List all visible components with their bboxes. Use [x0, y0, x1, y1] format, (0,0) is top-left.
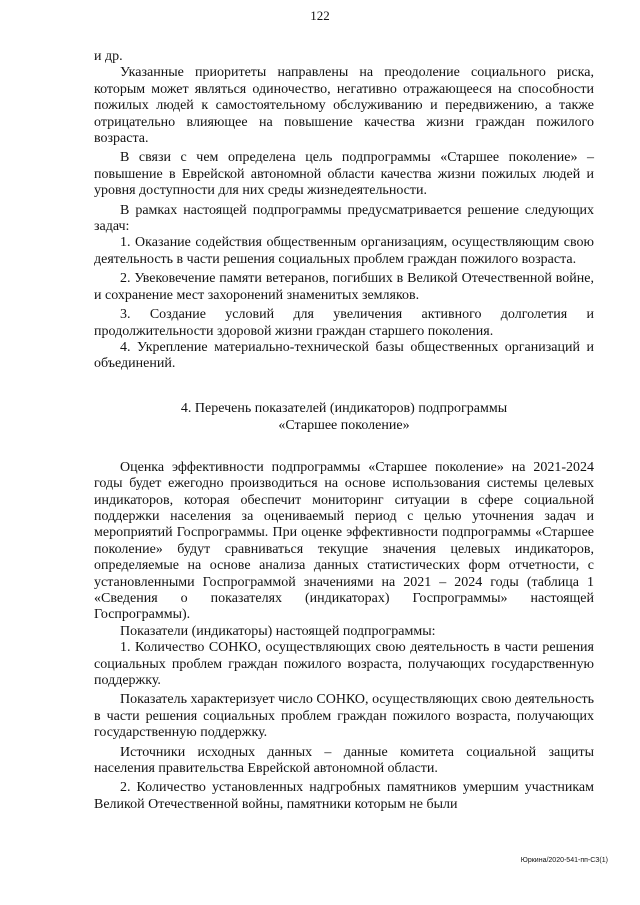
footer-code: Юркина/2020-541-пп-СЗ(1) — [520, 857, 608, 864]
paragraph: Оценка эффективности подпрограммы «Старшее поколение» на 2021-2024 годы будет ежегодно производиться на основе использования системы целевых индикаторов, которая обеспечит мониторинг ситуации в сфере социальной поддержки населения за оцениваемый период с целью уточнения задач и мероприятий Госпрограммы. При оценке эффективности подпрограммы «Старшее поколение» будут сравниваться текущие значения целевых индикаторов, определяемые на основе анализа данных статистических форм отчетности, с установленными Госпрограммой значениями на 2021 – 2024 годы (таблица 1 «Сведения о показателях (индикаторах) Госпрограммы» настоящей Госпрограммы). — [94, 459, 594, 623]
section-heading — [94, 400, 594, 434]
task-item-1: 1. Оказание содействия общественным организациям, осуществляющим свою деятельность в части решения социальных проблем граждан пожилого возраста. — [94, 235, 594, 267]
indicator-item-1: 1. Количество СОНКО, осуществляющих свою деятельность в части решения социальных проблем граждан пожилого возраста, получающих государственную поддержку. — [94, 640, 594, 688]
indicator-item-2: 2. Количество установленных надгробных памятников умершим участникам Великой Отечественной войны, памятники которым не были — [94, 780, 594, 812]
paragraph: Показатели (индикаторы) настоящей подпрограммы: — [120, 623, 436, 639]
section-heading-line2: «Старшее поколение» — [278, 417, 410, 433]
page-number: 122 — [310, 8, 330, 23]
task-item-4: 4. Укрепление материально-технической базы общественных организаций и объединений. — [94, 339, 594, 372]
paragraph: В рамках настоящей подпрограммы предусматривается решение следующих задач: — [94, 202, 594, 235]
paragraph: Указанные приоритеты направлены на преодоление социального риска, которым может являться одиночество, негативно отражающееся на способности пожилых людей к самостоятельному обслуживанию и передвижению, а также отрицательно влияющее на повышение качества жизни граждан пожилого возраста. — [94, 65, 594, 147]
document-body — [94, 49, 594, 813]
paragraph: Показатель характеризует число СОНКО, осуществляющих свою деятельность в части решения социальных проблем граждан пожилого возраста, получающих государственную поддержку. — [94, 692, 594, 741]
section-heading-line1: 4. Перечень показателей (индикаторов) подпрограммы — [180, 400, 508, 416]
paragraph: и др. — [94, 49, 123, 64]
paragraph: Источники исходных данных – данные комитета социальной защиты населения правительства Еврейской автономной области. — [94, 744, 594, 777]
task-item-3: 3. Создание условий для увеличения активного долголетия и продолжительности здоровой жизни граждан старшего поколения. — [94, 307, 594, 339]
paragraph: В связи с чем определена цель подпрограммы «Старшее поколение» – повышение в Еврейской автономной области качества жизни пожилых людей и уровня доступности для них среды жизнедеятельности. — [94, 150, 594, 199]
task-item-2: 2. Увековечение памяти ветеранов, погибших в Великой Отечественной войне, и сохранение мест захоронений знаменитых земляков. — [94, 271, 594, 303]
